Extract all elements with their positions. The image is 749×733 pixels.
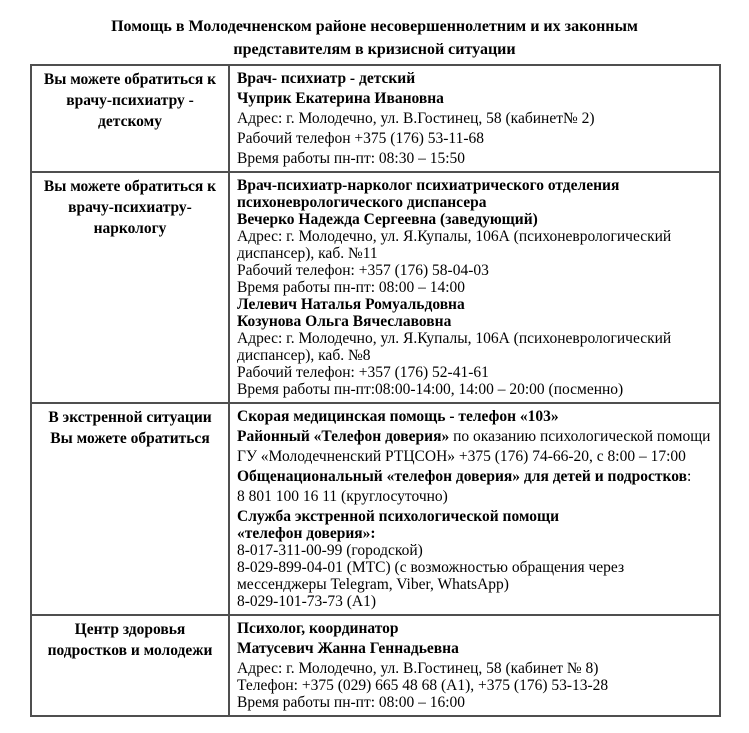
- content-paragraph: [237, 211, 713, 228]
- row-header-line: Вы можете обратиться к: [43, 178, 217, 195]
- row-header-line: врачу-психиатру -: [66, 92, 194, 109]
- table-row: [31, 403, 720, 615]
- table-row: [31, 615, 720, 716]
- content-paragraph: [237, 525, 713, 542]
- content-paragraph: [237, 677, 713, 694]
- row-header-line: детскому: [98, 113, 162, 130]
- row-header-line: В экстренной ситуации: [48, 409, 212, 426]
- row-content-cell: [229, 172, 720, 403]
- content-text: 8-029-899-04-01 (МТС) (с возможностью обращения через мессенджеры Telegram, Viber, WhatsApp): [237, 559, 625, 593]
- content-text: Время работы пн-пт: 08:30 – 15:50: [237, 150, 466, 167]
- content-paragraph: [237, 428, 713, 445]
- row-header-line: подростков и молодежи: [47, 642, 213, 659]
- row-content-cell: [229, 403, 720, 615]
- content-text: 8-029-101-73-73 (А1): [237, 593, 377, 610]
- row-header-line: Центр здоровья: [74, 621, 186, 638]
- help-table-body: [31, 65, 720, 716]
- content-paragraph: [237, 488, 713, 505]
- row-header-cell: [31, 403, 229, 615]
- content-paragraph: [237, 408, 713, 425]
- content-paragraph: [237, 330, 713, 364]
- content-paragraph: [237, 70, 713, 87]
- row-content-cell: [229, 65, 720, 172]
- content-text: Рабочий телефон +375 (176) 53-11-68: [237, 130, 484, 147]
- content-paragraph: [237, 508, 713, 525]
- row-header-line: Вы можете обратиться к: [43, 71, 217, 88]
- content-text: Время работы пн-пт: 08:00 – 16:00: [237, 694, 466, 711]
- content-text: Адрес: г. Молодечно, ул. В.Гостинец, 58 (кабинет№ 2): [237, 110, 595, 127]
- content-paragraph: [237, 90, 713, 107]
- content-text: ГУ «Молодечненский РТЦСОН» +375 (176) 74-66-20, с 8:00 – 17:00: [237, 448, 686, 465]
- content-paragraph: [237, 150, 713, 167]
- content-text: по оказанию психологической помощи: [449, 428, 711, 445]
- content-paragraph: [237, 593, 713, 610]
- content-text: Адрес: г. Молодечно, ул. Я.Купалы, 106А (психоневрологический диспансер), каб. №11: [237, 228, 672, 262]
- content-text-bold: Козунова Ольга Вячеславовна: [237, 313, 452, 330]
- content-text-bold: Психолог, координатор: [237, 620, 399, 637]
- content-paragraph: [237, 313, 713, 330]
- content-text-bold: Вечерко Надежда Сергеевна (заведующий): [237, 211, 538, 228]
- content-paragraph: [237, 130, 713, 147]
- help-table: [30, 64, 721, 717]
- content-text: :: [686, 468, 692, 485]
- content-text-bold: Служба экстренной психологической помощи: [237, 508, 560, 525]
- content-text-bold: Лелевич Наталья Ромуальдовна: [237, 296, 465, 313]
- content-text-bold: Врач-психиатр-нарколог психиатрического отделения психоневрологического диспансера: [237, 177, 620, 211]
- row-content-cell: [229, 615, 720, 716]
- content-text: Адрес: г. Молодечно, ул. Я.Купалы, 106А (психоневрологический диспансер), каб. №8: [237, 330, 672, 364]
- content-text: Рабочий телефон: +357 (176) 58-04-03: [237, 262, 489, 279]
- page-title: [0, 15, 749, 61]
- table-row: [31, 65, 720, 172]
- content-text-bold: Чуприк Екатерина Ивановна: [237, 90, 444, 107]
- content-text: 8 801 100 16 11 (круглосуточно): [237, 488, 448, 505]
- row-header-cell: [31, 65, 229, 172]
- row-header-cell: [31, 172, 229, 403]
- row-header-line: наркологу: [93, 220, 167, 237]
- content-paragraph: [237, 228, 713, 262]
- content-paragraph: [237, 381, 713, 398]
- content-text: 8-017-311-00-99 (городской): [237, 542, 423, 559]
- content-paragraph: [237, 296, 713, 313]
- content-text-bold: Районный «Телефон доверия»: [237, 428, 450, 445]
- content-paragraph: [237, 559, 713, 593]
- content-text: Рабочий телефон: +357 (176) 52-41-61: [237, 364, 489, 381]
- content-paragraph: [237, 177, 713, 211]
- content-paragraph: [237, 468, 713, 485]
- content-paragraph: [237, 660, 713, 677]
- content-text: Время работы пн-пт: 08:00 – 14:00: [237, 279, 466, 296]
- content-paragraph: [237, 448, 713, 465]
- content-paragraph: [237, 364, 713, 381]
- content-text-bold: Врач- психиатр - детский: [237, 70, 416, 87]
- content-text-bold: Матусевич Жанна Геннадьевна: [237, 640, 459, 657]
- content-text: Телефон: +375 (029) 665 48 68 (А1), +375 (176) 53-13-28: [237, 677, 609, 694]
- row-header-line: врачу-психиатру-: [68, 199, 192, 216]
- content-paragraph: [237, 640, 713, 657]
- content-text-bold: Общенациональный «телефон доверия» для детей и подростков: [237, 468, 687, 485]
- page-title-line-1: Помощь в Молодечненском районе несовершеннолетним и их законным: [111, 18, 638, 35]
- row-header-cell: [31, 615, 229, 716]
- content-text-bold: «телефон доверия»:: [237, 525, 376, 542]
- table-row: [31, 172, 720, 403]
- content-paragraph: [237, 542, 713, 559]
- content-text: Время работы пн-пт:08:00-14:00, 14:00 – 20:00 (посменно): [237, 381, 624, 398]
- content-paragraph: [237, 620, 713, 637]
- content-text-bold: Скорая медицинская помощь - телефон «103»: [237, 408, 559, 425]
- content-paragraph: [237, 262, 713, 279]
- content-text: Адрес: г. Молодечно, ул. В.Гостинец, 58 (кабинет № 8): [237, 660, 599, 677]
- content-paragraph: [237, 279, 713, 296]
- page-title-line-2: представителям в кризисной ситуации: [233, 41, 516, 58]
- content-paragraph: [237, 694, 713, 711]
- row-header-line: Вы можете обратиться: [50, 430, 210, 447]
- content-paragraph: [237, 110, 713, 127]
